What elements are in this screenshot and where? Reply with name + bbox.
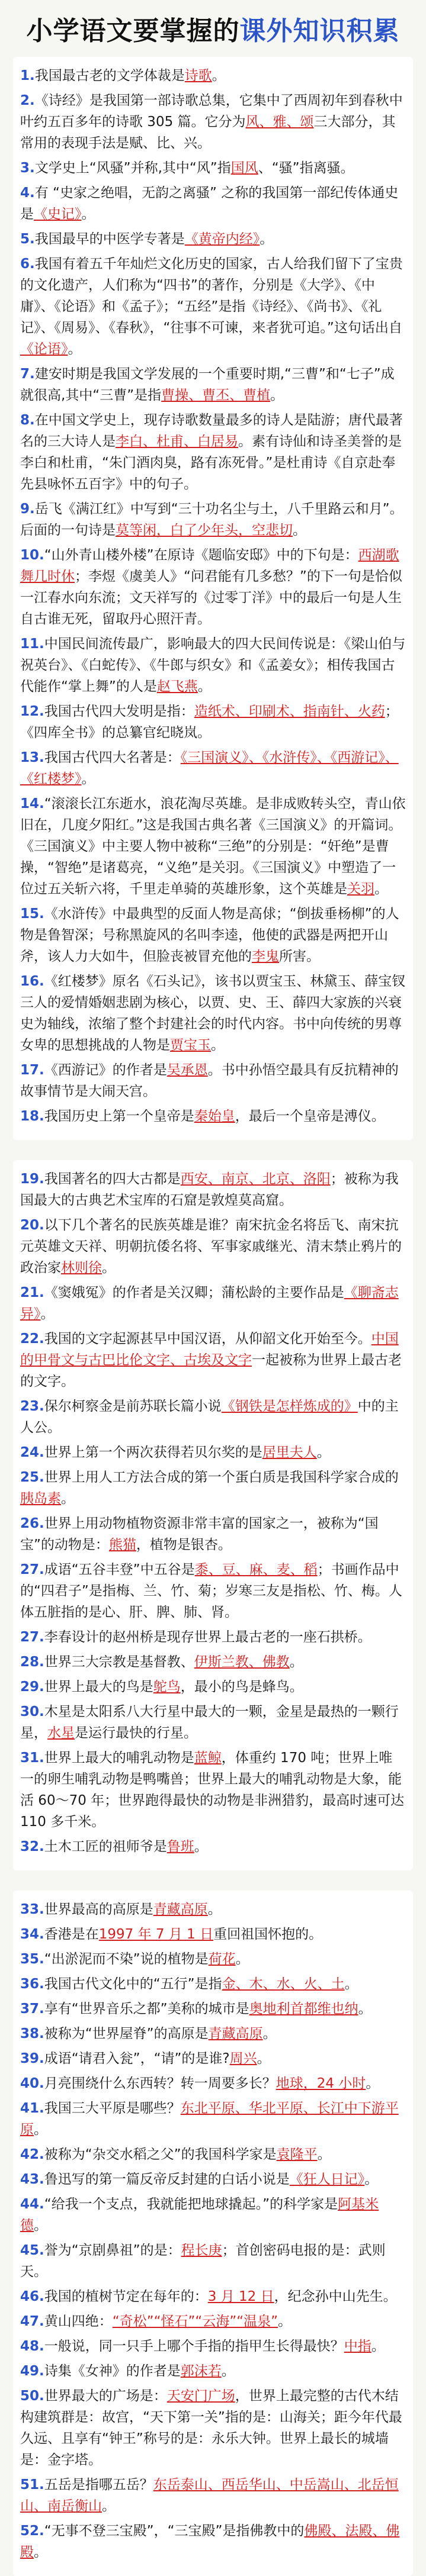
item-tail: ；书画作品中的“四君子”是指梅、兰、竹、菊；岁寒三友是指松、竹、梅。人体五脏指的是心、肝、脾、肺、肾。 <box>20 1562 402 1620</box>
item-answer: 曹操、曹丕、曹植 <box>161 388 271 403</box>
item-answer: 熊猫 <box>108 1537 136 1553</box>
item-number: 18. <box>20 1109 44 1124</box>
item-tail: ，世界上最完整的古代木结构建筑群是：故宫，“天下第一关”指的是：山海关；距今年代最久远、且享有“钟王”称号的是：永乐大钟。世界上最长的城墙是：金字塔。 <box>20 2388 402 2468</box>
item-number: 13. <box>20 750 44 765</box>
item-number: 29. <box>20 1679 44 1695</box>
item-number: 41. <box>20 2101 44 2116</box>
item-answer: 佛殿、法殿、佛殿 <box>20 2523 400 2560</box>
item-tail: 。 <box>270 388 284 403</box>
item-answer: 《黄帝内经》 <box>184 231 260 247</box>
item-text: 土木工匠的祖师爷是 <box>44 1839 167 1854</box>
item-text: 世界上用动物植物资源非常丰富的国家之一，被称为“国宝”的动物是： <box>20 1516 379 1553</box>
item-text: 诗集《女神》的作者是 <box>44 2364 181 2379</box>
knowledge-item <box>20 1899 406 1920</box>
item-answer: 国风 <box>230 160 258 176</box>
item-tail: 。 <box>211 1038 225 1053</box>
knowledge-item <box>20 1747 406 1833</box>
knowledge-item <box>20 747 406 790</box>
item-number: 31. <box>20 1750 44 1766</box>
item-answer: 水星 <box>47 1725 75 1741</box>
item-tail: 。 <box>61 1491 75 1506</box>
item-text: 我国古代四大名著是： <box>44 750 181 765</box>
knowledge-item <box>20 1949 406 1970</box>
item-answer: 诗歌 <box>184 68 212 83</box>
item-number: 23. <box>20 1399 44 1414</box>
item-answer: 吴承恩 <box>166 1062 208 1078</box>
knowledge-item <box>20 1973 406 1995</box>
item-text: 世界上最大的鸟是 <box>44 1679 153 1695</box>
item-answer: 中国的甲骨文与古巴比伦文字、古埃及文字 <box>20 1331 399 1368</box>
item-text: 世界最高的高原是 <box>44 1902 153 1917</box>
item-text: 香港是在 <box>44 1927 99 1942</box>
item-answer: 秦始皇 <box>194 1109 235 1124</box>
knowledge-item <box>20 2286 406 2307</box>
item-number: 14. <box>20 796 44 812</box>
item-answer: 《狂人日记》 <box>289 2172 365 2187</box>
item-text: 《红楼梦》原名《石头记》，该书以贾宝玉、林黛玉、薛宝钗三人的爱情婚姻悲剧为核心，以贾、史、王、薛四大家族的兴衰史为轴线，浓缩了整个封建社会的时代内容。书中向传统的男尊女卑的思想挑战的人物是 <box>20 974 406 1053</box>
item-text: 我国三大平原是哪些？ <box>44 2101 181 2116</box>
item-text: 世界上最大的哺乳动物是 <box>44 1750 194 1766</box>
item-tail: 。 <box>317 2147 331 2162</box>
item-tail: 。 <box>34 2122 47 2137</box>
item-tail: 。 <box>34 2218 47 2233</box>
item-text: “滚滚长江东逝水，浪花淘尽英雄。是非成败转头空，青山依旧在，几度夕阳红。”这是我国古典名著《三国演义》的开篇词。《三国演义》中主要人物中被称“三绝”的分别是：“奸绝”是曹操，“智绝”是诸葛亮，“义绝”是关羽。《三国演义》中塑造了一位过五关斩六将，千里走单骑的英雄形象，这个英雄是 <box>20 796 406 897</box>
item-tail: 是运行最快的行星。 <box>75 1725 197 1741</box>
item-tail: 。 <box>293 523 306 538</box>
item-text: 被称为“世界屋脊”的高原是 <box>44 2026 209 2042</box>
item-tail: 。 <box>81 207 95 222</box>
item-answer: 李鬼 <box>252 949 279 964</box>
item-answer: 奥地利首都维也纳 <box>249 2001 358 2017</box>
item-answer: 《史记》 <box>34 207 82 222</box>
item-tail: 。 <box>221 2364 235 2379</box>
content-body <box>0 57 426 2576</box>
knowledge-item <box>20 1282 406 1325</box>
knowledge-item <box>20 1676 406 1698</box>
item-answer: 金、木、水、火、土 <box>222 1976 345 1992</box>
item-number: 32. <box>20 1839 44 1854</box>
knowledge-item <box>20 1513 406 1556</box>
item-answer: 郭沫若 <box>180 2364 222 2379</box>
item-number: 3. <box>20 160 35 176</box>
knowledge-item <box>20 2361 406 2382</box>
knowledge-item <box>20 1215 406 1279</box>
item-answer: 东岳泰山、西岳华山、中岳嵩山、北岳恒山、南岳衡山 <box>20 2477 399 2514</box>
item-number: 9. <box>20 501 35 517</box>
item-text: 五岳是指哪五岳？ <box>44 2477 153 2493</box>
item-answer: 1997 年 7 月 1 日 <box>98 1927 214 1942</box>
item-number: 51. <box>20 2477 44 2493</box>
item-answer: 关羽 <box>347 881 374 897</box>
item-number: 19. <box>20 1171 44 1187</box>
item-tail: 。 <box>207 1902 222 1917</box>
item-answer: 《聊斋志异》 <box>20 1285 399 1322</box>
knowledge-item <box>20 1651 406 1673</box>
item-number: 35. <box>20 1952 44 1967</box>
item-answer: 居里夫人 <box>262 1445 317 1460</box>
item-tail: 重回祖国怀抱的。 <box>213 1927 323 1942</box>
item-text: 《水浒传》中最典型的反面人物是高俅；“倒拔垂杨柳”的人物是鲁智深；号称黑旋风的名叫李逵，他使的武器是两把开山斧，该人力大如牛，但脸丧被冒充他的 <box>20 906 399 964</box>
item-answer: 地球，24 小时 <box>276 2076 366 2091</box>
knowledge-item <box>20 228 406 250</box>
item-tail: 。 <box>364 2172 379 2187</box>
item-answer: 伊斯兰教、佛教 <box>194 1654 290 1670</box>
item-answer: 贾宝玉 <box>170 1038 211 1053</box>
item-text: 我国有着五千年灿烂文化历史的国家，古人给我们留下了宝贵的文化遗产，人们称为“四书”的著作，分别是《大学》、《中庸》、《论语》和《孟子》；“五经”是指《诗经》、《尚书》、《礼记》、《周易》、《春秋》，“往事不可谏，来者犹可追。”这句话出自 <box>20 256 403 336</box>
item-text: “出淤泥而不染”说的植物是 <box>44 1952 209 1967</box>
item-number: 27. <box>20 1630 44 1645</box>
item-answer: 《三国演义》、《水浒传》、《西游记》、《红楼梦》 <box>20 750 399 787</box>
item-answer: 3 月 12 日 <box>207 2289 274 2304</box>
knowledge-item <box>20 65 406 86</box>
knowledge-item <box>20 633 406 697</box>
item-tail: 。 <box>40 1306 55 1322</box>
item-text: 《窦娥冤》的作者是关汉卿；蒲松龄的主要作品是 <box>44 1285 344 1300</box>
item-answer: 程长庚 <box>181 2243 222 2258</box>
item-answer: 西湖歌舞几时休 <box>20 548 399 584</box>
item-tail: 。 <box>260 231 274 247</box>
item-text: 建安时期是我国文学发展的一个重要时期,“三曹”和“七子”成就很高,其中“三曹”是指 <box>20 366 395 403</box>
item-answer: “奇松”“怪石”“云海”“温泉” <box>112 2314 278 2329</box>
item-number: 38. <box>20 2026 44 2042</box>
page-title <box>0 0 426 57</box>
item-tail: 。 <box>358 2001 372 2017</box>
item-tail: ；首创密码电报的是：武则天。 <box>20 2243 386 2279</box>
item-text: 月亮围绕什么东西转？转一周要多长？ <box>44 2076 276 2091</box>
item-tail: 。书中孙悟空最具有反抗精神的故事情节是大闹天宫。 <box>20 1062 399 1099</box>
item-number: 39. <box>20 2051 44 2066</box>
item-number: 49. <box>20 2364 44 2379</box>
item-tail: ；《四库全书》的总纂官纪晓岚。 <box>20 704 399 740</box>
item-answer: 赵飞燕 <box>156 679 198 694</box>
item-text: 岳飞《满江红》中写到“三十功名尘与土，八千里路云和月”。后面的一句诗是 <box>20 501 403 538</box>
item-tail: 。 <box>374 881 388 897</box>
knowledge-item <box>20 2144 406 2165</box>
knowledge-item <box>20 701 406 743</box>
item-number: 24. <box>20 1445 44 1460</box>
item-text: 我国最早的中医学专著是 <box>34 231 185 247</box>
knowledge-item <box>20 182 406 225</box>
item-number: 36. <box>20 1976 44 1992</box>
item-text: 在中国文学史上，现存诗歌数量最多的诗人是陆游；唐代最著名的三大诗人是 <box>20 413 403 449</box>
knowledge-item <box>20 2385 406 2471</box>
item-text: 李春设计的赵州桥是现存世界上最古老的一座石拱桥。 <box>44 1630 371 1645</box>
item-answer: 风、雅、颂 <box>245 114 314 130</box>
knowledge-item <box>20 498 406 541</box>
title-part-black: 小学语文要掌握的 <box>26 16 240 46</box>
item-text: 世界三大宗教是基督教、 <box>44 1654 194 1670</box>
knowledge-item <box>20 2098 406 2140</box>
item-tail: 。 <box>344 1976 358 1992</box>
item-text: “给我一个支点，我就能把地球撬起。”的科学家是 <box>44 2197 338 2212</box>
item-number: 47. <box>20 2314 44 2329</box>
knowledge-item <box>20 1106 406 1127</box>
knowledge-item <box>20 1701 406 1744</box>
item-text: 木星是太阳系八大行星中最大的一颗，金星是最热的一颗行星， <box>20 1704 399 1741</box>
item-number: 28. <box>20 1654 44 1670</box>
item-number: 5. <box>20 231 35 247</box>
knowledge-item <box>20 2048 406 2069</box>
item-tail: 。 <box>262 2026 277 2042</box>
knowledge-item <box>20 2073 406 2094</box>
item-text: 享有“世界音乐之都”美称的城市是 <box>44 2001 249 2017</box>
knowledge-item <box>20 1836 406 1857</box>
item-number: 7. <box>20 366 35 382</box>
item-number: 27. <box>20 1562 44 1577</box>
item-answer: 青藏高原 <box>208 2026 263 2042</box>
item-number: 6. <box>20 256 35 272</box>
knowledge-item <box>20 545 406 630</box>
item-text: 我国的植树节定在每年的： <box>44 2289 208 2304</box>
item-tail: 。 <box>194 1839 208 1854</box>
knowledge-section <box>13 1891 413 2576</box>
item-number: 44. <box>20 2197 44 2212</box>
item-number: 11. <box>20 636 44 652</box>
item-number: 15. <box>20 906 44 922</box>
item-answer: 黍、豆、麻、麦、稻 <box>194 1562 318 1577</box>
item-tail: ，体重约 170 吨；世界上唯一的卵生哺乳动物是鸭嘴兽；世界上最大的哺乳动物是大象，能活 60～70 年；世界跑得最快的动物是非洲猎豹，最高时速可达 110 多千米。 <box>20 1750 405 1830</box>
item-number: 34. <box>20 1927 44 1942</box>
item-tail: 所害。 <box>279 949 320 964</box>
knowledge-item <box>20 253 406 360</box>
item-number: 1. <box>20 68 35 83</box>
item-number: 40. <box>20 2076 44 2091</box>
item-number: 45. <box>20 2243 44 2258</box>
knowledge-item <box>20 157 406 179</box>
knowledge-item <box>20 1168 406 1211</box>
item-tail: ；被称为我国最大的古典艺术宝库的石窟是敦煌莫高窟。 <box>20 1171 399 1208</box>
item-text: 文学史上“风骚”并称,其中“风”指 <box>34 160 231 176</box>
item-number: 50. <box>20 2388 44 2404</box>
knowledge-item <box>20 1328 406 1392</box>
item-tail: ，最后一个皇帝是溥仪。 <box>235 1109 385 1124</box>
knowledge-item <box>20 2169 406 2190</box>
item-tail: 。 <box>102 1260 116 1276</box>
item-answer: 鲁班 <box>166 1839 194 1854</box>
item-text: 我国历史上第一个皇帝是 <box>44 1109 194 1124</box>
knowledge-item <box>20 793 406 900</box>
knowledge-item <box>20 2336 406 2357</box>
item-text: 一般说，同一只手上哪个手指的指甲生长得最快？ <box>44 2339 344 2354</box>
item-text: 中国民间流传最广，影响最大的四大民间传说是：《梁山伯与祝英台》、《白蛇传》、《牛郎与织女》和《孟姜女》；相传我国古代能作“掌上舞”的人是 <box>20 636 406 694</box>
item-answer: 《钢铁是怎样炼成的》 <box>221 1399 358 1414</box>
item-tail: ；李煜《虞美人》“问君能有几多愁？”的下一句是恰似一江春水向东流；文天祥写的《过零丁洋》中的最后一句是人生自古谁无死，留取丹心照汗青。 <box>20 569 402 627</box>
knowledge-item <box>20 90 406 154</box>
item-text: 《西游记》的作者是 <box>44 1062 167 1078</box>
knowledge-section <box>13 57 413 1140</box>
item-answer: 天安门广场 <box>166 2388 235 2404</box>
knowledge-item <box>20 1627 406 1648</box>
knowledge-item <box>20 1924 406 1945</box>
item-text: 成语“五谷丰登”中五谷是 <box>44 1562 195 1577</box>
item-number: 20. <box>20 1218 44 1233</box>
item-tail: 。 <box>102 2498 116 2514</box>
item-text: 成语“请君入瓮”，“请”的是谁? <box>44 2051 230 2066</box>
item-number: 37. <box>20 2001 44 2017</box>
item-number: 8. <box>20 413 35 428</box>
item-tail: 。 <box>366 2076 380 2091</box>
item-tail: 。 <box>289 1654 303 1670</box>
knowledge-item <box>20 363 406 406</box>
item-tail: 。 <box>371 2339 385 2354</box>
item-text: 黄山四绝： <box>44 2314 113 2329</box>
knowledge-item <box>20 2520 406 2563</box>
item-text: 世界上用人工方法合成的第一个蛋白质是我国科学家合成的 <box>44 1470 399 1485</box>
knowledge-item <box>20 1396 406 1438</box>
item-tail: 。 <box>235 1952 249 1967</box>
item-text: 世界最大的广场是： <box>44 2388 167 2404</box>
item-number: 25. <box>20 1470 44 1485</box>
knowledge-item <box>20 903 406 967</box>
item-tail: 一起被称为世界上最古老的文字。 <box>20 1353 402 1389</box>
item-tail: 、“骚”指离骚。 <box>258 160 354 176</box>
knowledge-item <box>20 1060 406 1102</box>
item-text: 《诗经》是我国第一部诗歌总集，它集中了西周初年到春秋中叶约五百多年的诗歌 305 篇。它分为 <box>20 93 403 130</box>
item-text: “无事不登三宝殿”，“三宝殿”是指佛教中的 <box>44 2523 305 2539</box>
knowledge-item <box>20 1559 406 1623</box>
item-answer: 东北平原、华北平原、长江中下游平原 <box>20 2101 399 2137</box>
item-number: 48. <box>20 2339 44 2354</box>
knowledge-item <box>20 1998 406 2020</box>
item-number: 43. <box>20 2172 44 2187</box>
knowledge-item <box>20 2240 406 2282</box>
knowledge-item <box>20 971 406 1056</box>
title-part-blue: 课外知识积累 <box>239 16 400 46</box>
item-number: 42. <box>20 2147 44 2162</box>
item-number: 30. <box>20 1704 44 1720</box>
item-number: 22. <box>20 1331 44 1347</box>
item-tail: 三大部分，其常用的表现手法是赋、比、兴。 <box>20 114 396 151</box>
knowledge-item <box>20 2474 406 2517</box>
item-tail: 。 <box>316 1445 331 1460</box>
knowledge-item <box>20 2023 406 2044</box>
knowledge-item <box>20 2311 406 2332</box>
item-answer: 胰岛素 <box>20 1491 61 1506</box>
item-tail: 。 <box>212 68 226 83</box>
knowledge-section <box>13 1160 413 1870</box>
item-number: 4. <box>20 185 35 201</box>
item-text: 我国最古老的文学体裁是 <box>34 68 185 83</box>
item-tail: 。 <box>197 679 212 694</box>
item-text: 我国的文字起源甚早中国汉语，从仰韶文化开始至今。 <box>44 1331 371 1347</box>
item-answer: 周兴 <box>229 2051 257 2066</box>
item-text: 鲁迅写的第一篇反帝反封建的白话小说是 <box>44 2172 290 2187</box>
item-number: 26. <box>20 1516 44 1531</box>
item-tail: ，植物是银杏。 <box>136 1537 232 1553</box>
item-text: 以下几个著名的民族英雄是谁？南宋抗金名将岳飞、南宋抗元英雄文天祥、明朝抗倭名将、军事家戚继光、清末禁止鸦片的政治家 <box>20 1218 402 1276</box>
item-text: 有 “史家之绝唱，无韵之离骚” 之称的我国第一部纪传体通史是 <box>20 185 399 222</box>
item-tail: 。 <box>81 771 95 787</box>
item-answer: 中指 <box>344 2339 371 2354</box>
item-text: 我国古代四大发明是指： <box>44 704 194 719</box>
item-answer: 林则徐 <box>61 1260 102 1276</box>
item-tail: 。 <box>68 342 82 357</box>
item-text: “山外青山楼外楼”在原诗《题临安邸》中的下句是： <box>44 548 358 563</box>
item-number: 17. <box>20 1062 44 1078</box>
item-answer: 袁隆平 <box>276 2147 318 2162</box>
item-text: 世界上第一个两次获得若贝尔奖的是 <box>44 1445 262 1460</box>
item-tail: 。 <box>34 2545 47 2560</box>
item-text: 我国古代文化中的“五行”是指 <box>44 1976 222 1992</box>
item-number: 21. <box>20 1285 44 1300</box>
knowledge-item <box>20 410 406 495</box>
item-tail: ，最小的鸟是蜂鸟。 <box>180 1679 303 1695</box>
item-answer: 造纸术、印刷术、指南针、火药 <box>194 704 385 719</box>
item-number: 33. <box>20 1902 44 1917</box>
item-number: 16. <box>20 974 44 989</box>
item-text: 誉为“京剧鼻祖”的是： <box>44 2243 181 2258</box>
item-text: 我国著名的四大古都是 <box>44 1171 181 1187</box>
item-tail: 。 <box>257 2051 271 2066</box>
item-tail: ，纪念孙中山先生。 <box>274 2289 397 2304</box>
item-answer: 莫等闲，白了少年头，空悲切 <box>116 523 293 538</box>
item-number: 2. <box>20 93 35 108</box>
item-answer: 西安、南京、北京、洛阳 <box>180 1171 331 1187</box>
item-number: 10. <box>20 548 44 563</box>
item-answer: 阿基米德 <box>20 2197 379 2233</box>
knowledge-item <box>20 2194 406 2236</box>
item-text: 保尔柯察金是前苏联长篇小说 <box>44 1399 222 1414</box>
item-answer: 李白、杜甫、白居易 <box>116 434 238 449</box>
item-answer: 鸵鸟 <box>153 1679 181 1695</box>
item-tail: 中的主人公。 <box>20 1399 399 1435</box>
item-number: 52. <box>20 2523 44 2539</box>
item-answer: 荷花 <box>208 1952 236 1967</box>
knowledge-item <box>20 1467 406 1509</box>
item-answer: 《论语》 <box>20 342 68 357</box>
item-number: 46. <box>20 2289 44 2304</box>
item-tail: 。素有诗仙和诗圣美誉的是李白和杜甫，“朱门酒肉臭，路有冻死骨。”是杜甫诗《自京赴奉先县咏怀五百字》中的句子。 <box>20 434 402 492</box>
item-text: 被称为“杂交水稻之父”的我国科学家是 <box>44 2147 277 2162</box>
knowledge-item <box>20 1442 406 1463</box>
item-answer: 青藏高原 <box>153 1902 208 1917</box>
item-number: 12. <box>20 704 44 719</box>
item-tail: 。 <box>278 2314 292 2329</box>
item-answer: 蓝鲸 <box>194 1750 222 1766</box>
